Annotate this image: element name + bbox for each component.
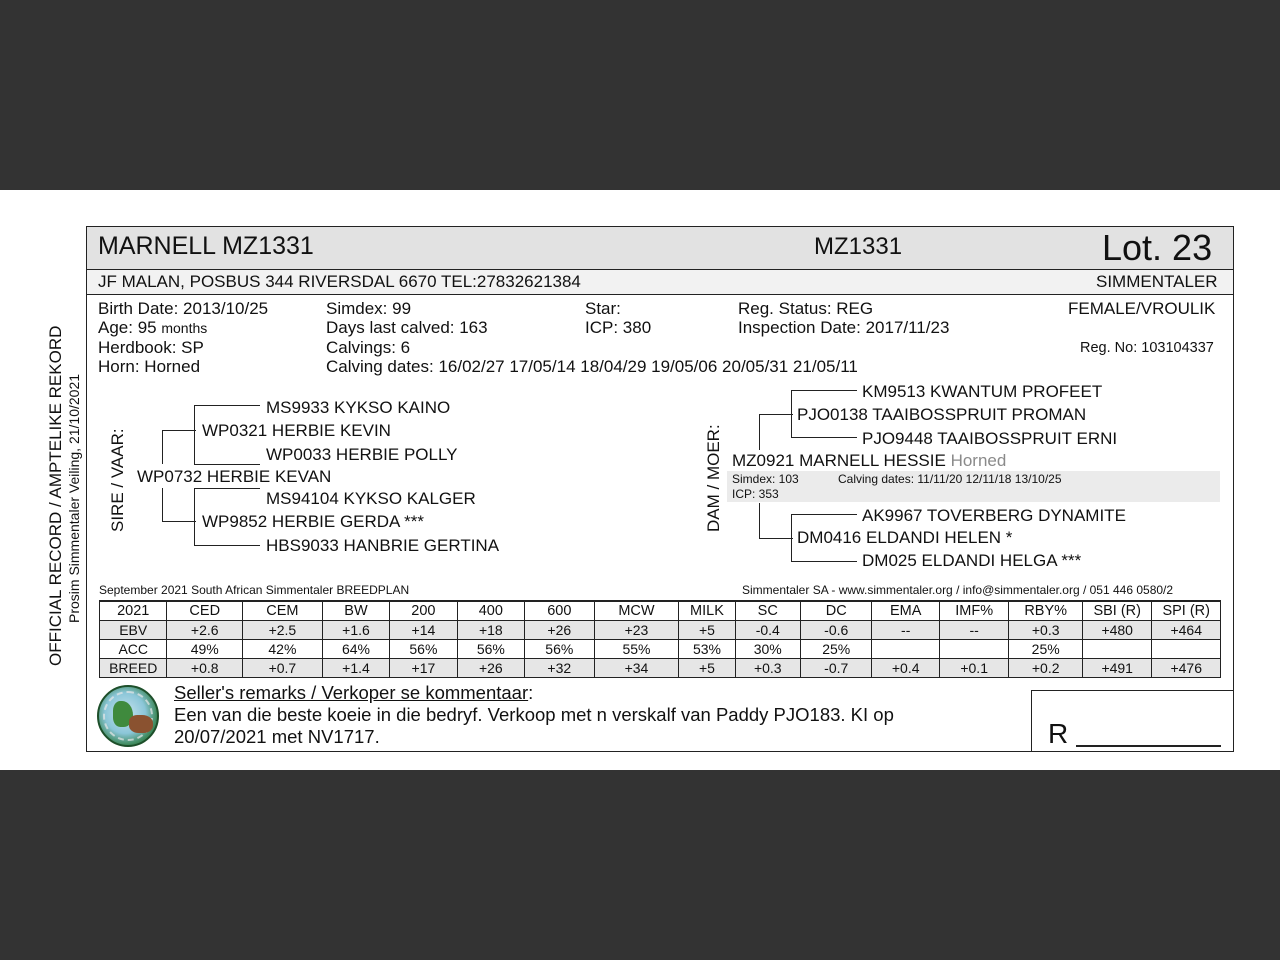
- pedigree-line: [791, 561, 857, 562]
- ebv-header-row-cell: SBI (R): [1082, 601, 1151, 621]
- acc-row-cell: 25%: [800, 640, 872, 659]
- dam-icp: ICP: 353: [732, 487, 779, 501]
- ebv-row-cell: +2.6: [167, 621, 243, 640]
- ebv-row-cell: +2.5: [243, 621, 323, 640]
- breed-row-cell: +491: [1082, 659, 1151, 678]
- pedigree-line: [759, 503, 760, 539]
- official-record-label: OFFICIAL RECORD / AMPTELIKE REKORD: [46, 325, 65, 666]
- ebv-header-row-cell: MILK: [679, 601, 735, 621]
- acc-row-cell: 56%: [457, 640, 524, 659]
- ebv-header-row-cell: DC: [800, 601, 872, 621]
- ebv-header-row-cell: CEM: [243, 601, 323, 621]
- remarks-line-2: 20/07/2021 met NV1717.: [174, 726, 380, 747]
- pedigree-line: [162, 430, 196, 431]
- ebv-header-row-cell: EMA: [872, 601, 939, 621]
- age: Age: 95 months: [98, 318, 208, 337]
- ebv-header-row-cell: SPI (R): [1152, 601, 1221, 621]
- sire-sire-dam: WP0033 HERBIE POLLY: [266, 445, 458, 464]
- breedplan-contact: Simmentaler SA - www.simmentaler.org / info@simmentaler.org / 051 446 0580/2: [742, 583, 1174, 597]
- auction-label: Prosim Simmentaler Veiling, 21/10/2021: [66, 373, 82, 623]
- horn: Horn: Horned: [98, 357, 201, 376]
- ebv-header-row-cell: CED: [167, 601, 243, 621]
- dam-calving-dates: Calving dates: 11/11/20 12/11/18 13/10/25: [838, 472, 1062, 486]
- sire-dam-sire: MS94104 KYKSO KALGER: [266, 489, 476, 508]
- breed-row-cell: +34: [594, 659, 679, 678]
- sire-sire-sire: MS9933 KYKSO KAINO: [266, 398, 451, 417]
- remarks-line-1: Een van die beste koeie in die bedryf. Verkoop met n verskalf van Paddy PJO183. KI op: [174, 704, 894, 725]
- acc-row-cell: [872, 640, 939, 659]
- ebv-row-cell: +14: [390, 621, 457, 640]
- ebv-header-row-cell: 200: [390, 601, 457, 621]
- breed-row-cell: +0.2: [1009, 659, 1083, 678]
- sire-sire: WP0321 HERBIE KEVIN: [202, 421, 391, 440]
- dam: MZ0921 MARNELL HESSIE Horned: [732, 451, 1007, 470]
- ebv-row-cell: --: [939, 621, 1008, 640]
- breed-row-cell: +0.3: [735, 659, 800, 678]
- pedigree-line: [791, 390, 857, 391]
- pedigree-line: [162, 488, 163, 522]
- calvings: Calvings: 6: [326, 338, 411, 357]
- pedigree-line: [791, 514, 857, 515]
- remarks-title: Seller's remarks / Verkoper se kommentaar: [174, 682, 529, 703]
- star: Star:: [585, 299, 621, 318]
- breed-row-cell: BREED: [100, 659, 167, 678]
- acc-row-cell: 56%: [525, 640, 594, 659]
- pedigree-line: [194, 405, 260, 406]
- ebv-row-cell: -0.6: [800, 621, 872, 640]
- ebv-row-cell: +464: [1152, 621, 1221, 640]
- dam-dam-dam: DM025 ELDANDI HELGA ***: [862, 551, 1082, 570]
- pedigree-line: [162, 521, 196, 522]
- animal-name: MARNELL MZ1331: [98, 232, 314, 260]
- breed-row-cell: +5: [679, 659, 735, 678]
- ebv-header-row-cell: BW: [322, 601, 389, 621]
- ebv-row-cell: EBV: [100, 621, 167, 640]
- pedigree-line: [194, 545, 260, 546]
- breed-label: SIMMENTALER: [1096, 272, 1218, 291]
- acc-row-cell: [1152, 640, 1221, 659]
- ebv-row-cell: --: [872, 621, 939, 640]
- ebv-row-cell: +0.3: [1009, 621, 1083, 640]
- pedigree-line: [759, 538, 793, 539]
- acc-row-cell: 53%: [679, 640, 735, 659]
- acc-row-cell: 56%: [390, 640, 457, 659]
- breedplan-source: September 2021 South African Simmentaler BREEDPLAN: [99, 583, 410, 597]
- sire-dam-dam: HBS9033 HANBRIE GERTINA: [266, 536, 500, 555]
- reg-number: Reg. No: 103104337: [1080, 340, 1214, 356]
- acc-row-cell: 25%: [1009, 640, 1083, 659]
- ebv-header-row-cell: 2021: [100, 601, 167, 621]
- acc-row-cell: [1082, 640, 1151, 659]
- dam-sire-dam: PJO9448 TAAIBOSSPRUIT ERNI: [862, 429, 1118, 448]
- pedigree-line: [162, 430, 163, 464]
- ebv-header-row-cell: 400: [457, 601, 524, 621]
- pedigree-line: [194, 488, 195, 546]
- ebv-header-row-cell: MCW: [594, 601, 679, 621]
- sex: FEMALE/VROULIK: [1068, 299, 1216, 318]
- acc-row-cell: 64%: [322, 640, 389, 659]
- dam-dam-sire: AK9967 TOVERBERG DYNAMITE: [862, 506, 1126, 525]
- ebv-row-cell: +1.6: [322, 621, 389, 640]
- breed-row-cell: +32: [525, 659, 594, 678]
- breed-row-cell: +476: [1152, 659, 1221, 678]
- dam-dam: DM0416 ELDANDI HELEN *: [797, 528, 1013, 547]
- ebv-row-cell: +23: [594, 621, 679, 640]
- breed-row-cell: +0.1: [939, 659, 1008, 678]
- ebv-header-row-cell: RBY%: [1009, 601, 1083, 621]
- ebv-header-row-cell: IMF%: [939, 601, 1008, 621]
- pedigree-line: [759, 414, 760, 450]
- acc-row-cell: ACC: [100, 640, 167, 659]
- simmentaler-logo-icon: [97, 685, 159, 747]
- ebv-header-row-cell: 600: [525, 601, 594, 621]
- ebv-row-cell: +480: [1082, 621, 1151, 640]
- owner-details: JF MALAN, POSBUS 344 RIVERSDAL 6670 TEL:27832621384: [98, 272, 581, 291]
- herdbook: Herdbook: SP: [98, 338, 204, 357]
- ebv-row-cell: +18: [457, 621, 524, 640]
- dam-label: DAM / MOER:: [704, 424, 723, 532]
- reg-status: Reg. Status: REG: [738, 299, 874, 318]
- acc-row-cell: 42%: [243, 640, 323, 659]
- animal-code: MZ1331: [814, 233, 903, 260]
- pedigree-line: [759, 414, 793, 415]
- dam-sire: PJO0138 TAAIBOSSPRUIT PROMAN: [797, 405, 1087, 424]
- acc-row-cell: 30%: [735, 640, 800, 659]
- pedigree-line: [791, 514, 792, 562]
- ebv-row-cell: +5: [679, 621, 735, 640]
- simdex: Simdex: 99: [326, 299, 412, 318]
- birth-date: Birth Date: 2013/10/25: [98, 299, 269, 318]
- ebv-row-cell: +26: [525, 621, 594, 640]
- breed-row: [100, 659, 1221, 678]
- sire: WP0732 HERBIE KEVAN: [137, 467, 332, 486]
- ebv-row: [100, 621, 1221, 640]
- ebv-row-cell: -0.4: [735, 621, 800, 640]
- ebv-table: [99, 600, 1221, 678]
- sire-dam: WP9852 HERBIE GERDA ***: [202, 512, 425, 531]
- pedigree-line: [194, 405, 195, 465]
- ebv-header-row: [100, 601, 1221, 621]
- pedigree-line: [194, 464, 260, 465]
- acc-row-cell: 49%: [167, 640, 243, 659]
- price-prefix: R: [1048, 718, 1069, 749]
- acc-row-cell: 55%: [594, 640, 679, 659]
- icp: ICP: 380: [585, 318, 652, 337]
- pedigree-line: [194, 488, 260, 489]
- breed-row-cell: -0.7: [800, 659, 872, 678]
- breed-row-cell: +1.4: [322, 659, 389, 678]
- days-last-calved: Days last calved: 163: [326, 318, 488, 337]
- acc-row: [100, 640, 1221, 659]
- ebv-header-row-cell: SC: [735, 601, 800, 621]
- dam-sire-sire: KM9513 KWANTUM PROFEET: [862, 382, 1103, 401]
- price-line[interactable]: [1076, 745, 1221, 747]
- sire-label: SIRE / VAAR:: [108, 428, 127, 532]
- lot-number: Lot. 23: [1102, 227, 1213, 268]
- inspection-date: Inspection Date: 2017/11/23: [738, 318, 950, 337]
- breed-row-cell: +26: [457, 659, 524, 678]
- breed-row-cell: +0.7: [243, 659, 323, 678]
- pedigree-line: [791, 437, 857, 438]
- dam-simdex: Simdex: 103: [732, 472, 799, 486]
- breed-row-cell: +17: [390, 659, 457, 678]
- breed-row-cell: +0.4: [872, 659, 939, 678]
- acc-row-cell: [939, 640, 1008, 659]
- remarks-title-line: Seller's remarks / Verkoper se kommentaar:: [174, 682, 534, 703]
- calving-dates: Calving dates: 16/02/27 17/05/14 18/04/29 19/05/06 20/05/31 21/05/11: [326, 357, 858, 376]
- breed-row-cell: +0.8: [167, 659, 243, 678]
